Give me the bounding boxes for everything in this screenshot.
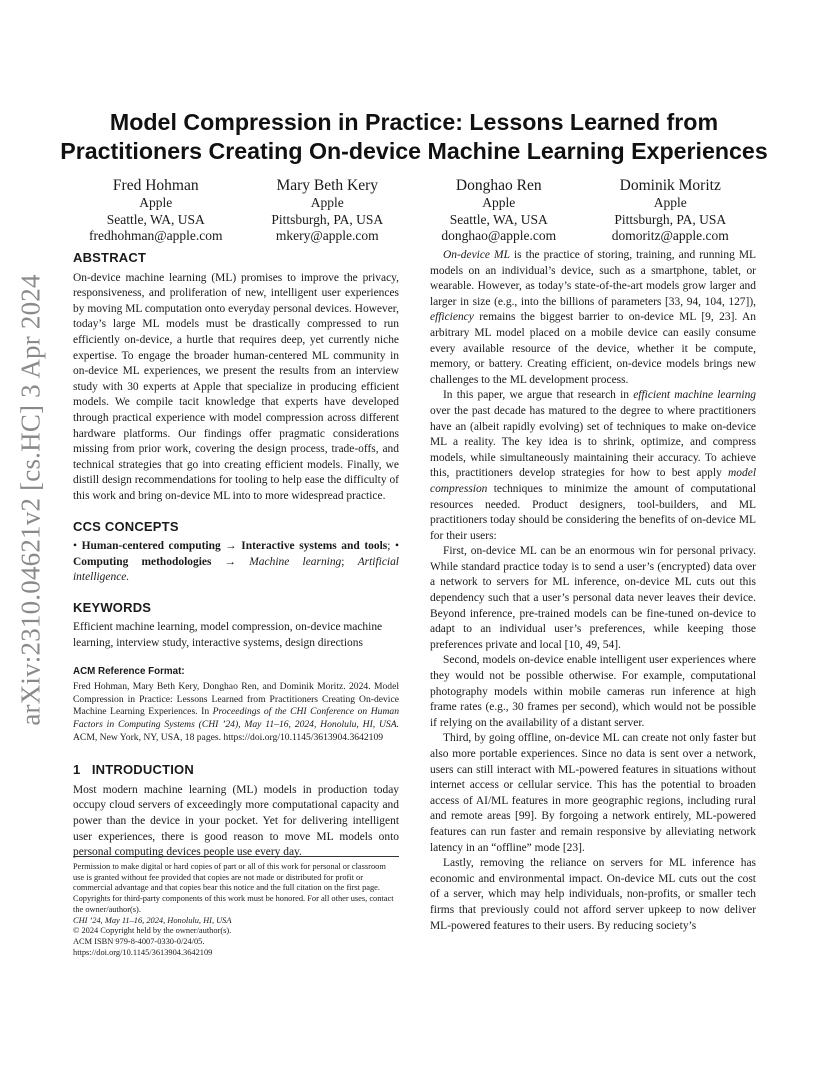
author-email: donghao@apple.com (441, 228, 557, 243)
reference-format-heading: ACM Reference Format: (73, 665, 185, 677)
permission-notice: Permission to make digital or hard copies of part or all of this work for personal or classroom use is granted without fee provided that copies are not made or distributed for profit or commercial advantage and that copies bear this notice and the full citation on the first page. Copyrights for third-party components of this work must be honored. For all other uses, contact the owner/author(s). (73, 862, 394, 914)
author-block (414, 176, 584, 245)
intro-paragraph-2 (430, 248, 756, 388)
author-location: Seattle, WA, USA (449, 211, 548, 227)
reference-part-1: Fred Hohman, Mary Beth Kery, Donghao Ren, and Dominik Moritz. 2024. Model Compression in Practice: Lessons Learned from Practitioners Creating On-device Machine Learning Experiences. In (73, 681, 399, 718)
author-affiliation: Apple (310, 195, 344, 210)
author-location: Pittsburgh, PA, USA (271, 211, 384, 227)
copyright-line: © 2024 Copyright held by the owner/author(s). (73, 926, 232, 936)
intro-paragraph-7: Lastly, removing the reliance on servers for ML inference has economic and environmental impact. On-device ML cuts out the cost of a server, which may help individuals, non-profits, or smaller tech firms that previously could not afford server upkeep to now deliver ML-powered features to their users. By reducing society’s (430, 857, 756, 932)
author-email: fredhohman@apple.com (88, 228, 223, 243)
intro-paragraph-6: Third, by going offline, on-device ML can create not only faster but also more portable experiences. Since no data is sent over a network, users can still interact with ML-powered features in situations without internet access or cellular service. This has the potential to broaden access of AI/ML features in more geographic regions, including rural and remote areas [99]. By forgoing a network entirely, ML-powered features can run faster and remain responsive by alleviating network latency in an “offline” mode [23]. (430, 732, 756, 854)
introduction-heading: 1 INTRODUCTION (73, 762, 194, 778)
copyright-footnote (73, 856, 399, 958)
author-email: domoritz@apple.com (611, 228, 729, 243)
intro-paragraph-1: Most modern machine learning (ML) models in production today occupy cloud servers of exceedingly more computational capacity and power than the device in your pocket. Yet for delivering intelligent user experiences, there is good reason to move ML models onto personal computing devices people use every day. (73, 783, 399, 859)
author-block (585, 176, 755, 245)
paper-title: Model Compression in Practice: Lessons Learned from Practitioners Creating On-device Machine Learning Experiences (60, 109, 768, 164)
intro-emphasis: model compression (430, 467, 756, 495)
author-name: Fred Hohman (112, 177, 199, 194)
ccs-item-2: Computing methodologies (73, 555, 212, 568)
ccs-text: • Human-centered computing → Interactive systems and tools; • Computing methodologies → Machine learning; Artificial intelligence. (73, 540, 399, 584)
author-name: Donghao Ren (455, 177, 542, 194)
author-block (242, 176, 412, 245)
abstract-text: On-device machine learning (ML) promises to improve the privacy, responsiveness, and proliferation of new, intelligent user experiences by moving ML computation onto everyday personal devices. However, today’s large ML models must be drastically compressed to run efficiently on-device, a hurtle that requires deep, yet currently niche expertise. To engage the broader human-centered ML community in on-device ML experiences, we present the results from an interview study with 30 experts at Apple that specialize in producing efficient models. We compile tacit knowledge that experts have developed through practical experience with model compression across different hardware platforms. Our findings offer pragmatic considerations missing from prior work, covering the design process, trade-offs, and technical strategies that go into creating efficient models. Finally, we distill design recommendations for tooling to help ease the difficulty of this work and bring on-device ML into to more widespread practice. (73, 271, 399, 502)
intro-text: is the practice of storing, training, and running ML models on an individual’s device, such as a smartphone, tablet, or wearable. However, as today’s state-of-the-art models grow larger and larger in size (e.g., into the billions of parameters [33, 94, 104, 127]), (430, 249, 756, 308)
author-name: Dominik Moritz (619, 177, 721, 194)
intro-text: remains the biggest barrier to on-device ML [9, 23]. An arbitrary ML model placed on a mobile device can easily consume every available resource of the device, whether it be compute, memory, or battery. Creating efficient, on-device models brings new challenges to the ML development process. (430, 311, 756, 386)
arxiv-identifier (6, 274, 56, 726)
intro-text: over the past decade has matured to the degree to where practitioners have an (albeit rapidly evolving) set of techniques to make on-device ML a reality. The key idea is to shrink, optimize, and compress models, while simultaneously maintaining their accuracy. To achieve this, practitioners develop strategies for how to best apply (430, 404, 756, 480)
author-block (71, 176, 241, 245)
isbn-line: ACM ISBN 979-8-4007-0330-0/24/05. (73, 936, 205, 946)
intro-text: In this paper, we argue that research in (443, 389, 634, 402)
intro-paragraph-3 (430, 388, 756, 544)
left-column (73, 250, 399, 861)
intro-emphasis: On-device ML (443, 249, 510, 261)
conference-info: CHI ’24, May 11–16, 2024, Honolulu, HI, USA (73, 915, 232, 925)
right-column (430, 248, 756, 934)
author-location: Pittsburgh, PA, USA (614, 211, 727, 227)
ccs-item-2-a: Machine learning (249, 555, 342, 568)
ccs-item-1: Human-centered computing → Interactive systems and tools (81, 540, 388, 553)
doi-line: https://doi.org/10.1145/3613904.3642109 (73, 947, 213, 957)
intro-paragraph-4: First, on-device ML can be an enormous win for personal privacy. While standard practice today is to send a user’s (encrypted) data over a network to servers for ML inference, on-device ML cuts out this dependency such that a user’s personal data never leaves their device. Beyond inference, pre-trained models can be fine-tuned on-device to adapt to an individual user’s preferences, while keeping those preferences private and local [10, 49, 54]. (430, 545, 756, 651)
intro-emphasis: efficiency (430, 311, 474, 324)
arxiv-identifier-text: arXiv:2310.04621v2 [cs.HC] 3 Apr 2024 (15, 274, 46, 726)
author-list (70, 176, 756, 245)
keywords-heading: KEYWORDS (73, 599, 152, 615)
reference-format-text (73, 681, 399, 744)
author-email: mkery@apple.com (275, 228, 379, 243)
intro-paragraph-5: Second, models on-device enable intelligent user experiences where they would not be possible otherwise. For example, computational photography models within mobile cameras run inference at high frame rates (e.g., 30 frames per second), which would not be possible if relying on the availability of a distant server. (430, 654, 756, 729)
author-affiliation: Apple (139, 195, 173, 210)
abstract-heading: ABSTRACT (73, 250, 147, 265)
author-affiliation: Apple (653, 195, 687, 210)
keywords-text: Efficient machine learning, model compression, on-device machine learning, interview study, interactive systems, design directions (73, 621, 383, 650)
ccs-heading: CCS CONCEPTS (73, 518, 179, 534)
intro-emphasis: efficient machine learning (633, 389, 757, 402)
reference-venue: Proceedings of the CHI Conference on Human Factors in Computing Systems (CHI ’24), May 11–16, 2024, Honolulu, HI, USA. (73, 706, 399, 731)
reference-part-2: ACM, New York, NY, USA, 18 pages. https://doi.org/10.1145/3613904.3642109 (73, 731, 384, 743)
author-affiliation: Apple (482, 195, 516, 210)
intro-text: techniques to minimize the amount of computational resources needed. Product designers, tool-builders, and ML practitioners today should be considering the benefits of on-device ML for their users: (430, 482, 756, 542)
author-name: Mary Beth Kery (276, 177, 379, 194)
author-location: Seattle, WA, USA (106, 211, 205, 227)
ccs-item-2-b: Artificial intelligence. (73, 555, 399, 584)
